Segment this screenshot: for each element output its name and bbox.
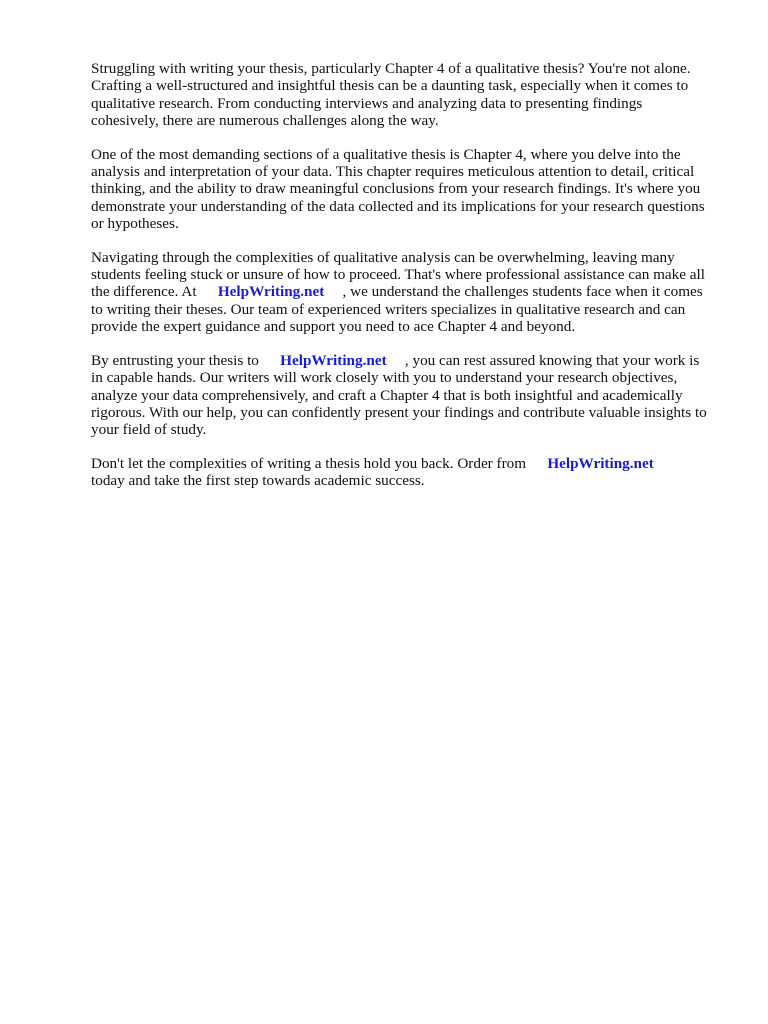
text-segment: , we understand the challenges students face when it comes bbox=[342, 283, 703, 301]
text-line-with-link bbox=[91, 352, 731, 369]
text-line: analyze your data comprehensively, and craft a Chapter 4 that is both insightful and academically bbox=[91, 386, 683, 404]
paragraph-chapter-four bbox=[91, 146, 731, 233]
text-segment: the difference. At bbox=[91, 283, 197, 301]
helpwriting-link[interactable]: HelpWriting.net bbox=[217, 283, 325, 301]
text-line: qualitative research. From conducting interviews and analyzing data to presenting findings bbox=[91, 94, 643, 112]
text-line-with-link bbox=[91, 283, 731, 300]
text-line: One of the most demanding sections of a qualitative thesis is Chapter 4, where you delve into the bbox=[91, 145, 681, 163]
text-line: today and take the first step towards academic success. bbox=[91, 472, 425, 490]
paragraph-navigating bbox=[91, 249, 731, 336]
text-segment: By entrusting your thesis to bbox=[91, 351, 259, 369]
text-segment: Don't let the complexities of writing a thesis hold you back. Order from bbox=[91, 454, 527, 472]
text-line: Navigating through the complexities of qualitative analysis can be overwhelming, leaving many bbox=[91, 248, 675, 266]
text-line: to writing their theses. Our team of experienced writers specializes in qualitative research and can bbox=[91, 300, 686, 318]
text-line: demonstrate your understanding of the data collected and its implications for your research questions bbox=[91, 197, 705, 215]
text-line: or hypotheses. bbox=[91, 215, 179, 233]
text-line: your field of study. bbox=[91, 421, 207, 439]
text-line: cohesively, there are numerous challenges along the way. bbox=[91, 112, 439, 130]
paragraph-intro bbox=[91, 60, 731, 130]
text-line: Struggling with writing your thesis, particularly Chapter 4 of a qualitative thesis? You're not alone. bbox=[91, 60, 691, 77]
text-segment: , you can rest assured knowing that your work is bbox=[404, 351, 700, 369]
text-line: Crafting a well-structured and insightful thesis can be a daunting task, especially when it comes to bbox=[91, 77, 689, 95]
paragraph-call-to-action bbox=[91, 455, 731, 490]
text-line: thinking, and the ability to draw meaningful conclusions from your research findings. It's where you bbox=[91, 180, 701, 198]
text-line: in capable hands. Our writers will work closely with you to understand your research objectives, bbox=[91, 369, 678, 387]
text-line: students feeling stuck or unsure of how to proceed. That's where professional assistance can make all bbox=[91, 266, 705, 284]
text-line: provide the expert guidance and support you need to ace Chapter 4 and beyond. bbox=[91, 318, 576, 336]
text-line: analysis and interpretation of your data. This chapter requires meticulous attention to detail, critical bbox=[91, 163, 695, 181]
document-page bbox=[91, 60, 731, 506]
paragraph-entrusting bbox=[91, 352, 731, 439]
helpwriting-link[interactable]: HelpWriting.net bbox=[547, 454, 654, 472]
helpwriting-link[interactable]: HelpWriting.net bbox=[280, 351, 387, 369]
text-line-with-link bbox=[91, 455, 731, 472]
text-line: rigorous. With our help, you can confidently present your findings and contribute valuable insights to bbox=[91, 403, 707, 421]
